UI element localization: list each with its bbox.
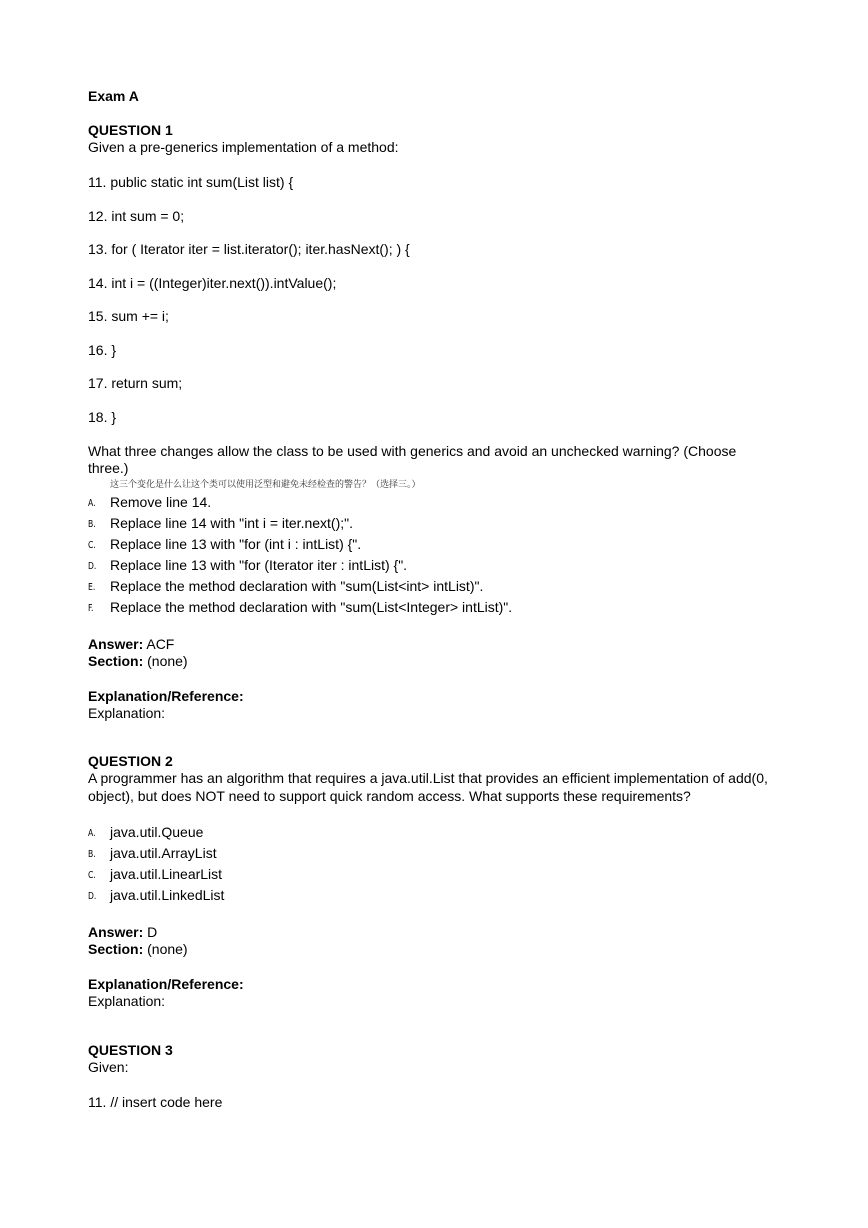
- section-line: [88, 941, 778, 958]
- exam-title: Exam A: [88, 88, 139, 104]
- option-letter: C.: [88, 539, 96, 551]
- question-title: QUESTION 1: [88, 122, 173, 138]
- answer-options: [88, 822, 778, 906]
- option-text: Replace line 13 with "for (Iterator iter : intList) {".: [110, 556, 408, 573]
- option-c: [88, 864, 778, 885]
- code-line: 14. int i = ((Integer)iter.next()).intValue();: [88, 274, 337, 291]
- section-line: [88, 653, 778, 670]
- answer-options: [88, 492, 778, 618]
- question-intro: Given a pre-generics implementation of a method:: [88, 139, 399, 155]
- question-title: QUESTION 2: [88, 753, 173, 769]
- option-d: [88, 555, 778, 576]
- answer-line: [88, 924, 778, 941]
- option-text: java.util.ArrayList: [110, 845, 217, 861]
- section-label: Section:: [88, 652, 144, 669]
- option-letter: F.: [88, 602, 94, 614]
- option-letter: E.: [88, 581, 96, 593]
- document-content: [88, 88, 778, 1110]
- question-title: QUESTION 3: [88, 1042, 173, 1058]
- code-line: 12. int sum = 0;: [88, 207, 185, 224]
- option-letter: D.: [88, 891, 97, 902]
- code-line: 13. for ( Iterator iter = list.iterator(); iter.hasNext(); ) {: [88, 241, 410, 257]
- option-a: [88, 492, 778, 513]
- explanation-text: Explanation:: [88, 704, 166, 721]
- option-letter: A.: [88, 497, 96, 509]
- question-1: [88, 122, 778, 722]
- explanation-text: Explanation:: [88, 993, 166, 1009]
- option-a: [88, 822, 778, 843]
- option-text: Replace the method declaration with "sum(List<int> intList)".: [110, 577, 484, 594]
- option-b: [88, 843, 778, 864]
- code-line: 11. // insert code here: [88, 1094, 223, 1110]
- explanation-label: Explanation/Reference:: [88, 976, 244, 992]
- option-text: java.util.Queue: [110, 824, 204, 840]
- option-text: Replace the method declaration with "sum(List<Integer> intList)".: [110, 598, 513, 615]
- option-letter: B.: [88, 518, 96, 530]
- question-prompt: What three changes allow the class to be used with generics and avoid an unchecked warning? (Choose three.): [88, 442, 737, 476]
- option-text: Replace line 13 with "for (int i : intList) {".: [110, 535, 362, 552]
- section-label: Section:: [88, 941, 144, 957]
- answer-value: D: [147, 924, 158, 940]
- option-b: [88, 513, 778, 534]
- section-value: (none): [147, 941, 188, 957]
- option-d: [88, 885, 778, 906]
- option-e: [88, 576, 778, 597]
- option-text: java.util.LinearList: [110, 866, 223, 882]
- option-letter: C.: [88, 870, 96, 881]
- section-value: (none): [147, 652, 188, 669]
- answer-label: Answer:: [88, 635, 144, 652]
- explanation-label: Explanation/Reference:: [88, 687, 244, 704]
- answer-line: [88, 636, 778, 653]
- option-text: Replace line 14 with "int i = iter.next();".: [110, 514, 353, 531]
- translation-note: 这三个变化是什么让这个类可以使用泛型和避免未经检查的警告？（选择三。）: [110, 479, 421, 490]
- code-line: 17. return sum;: [88, 375, 183, 391]
- option-f: [88, 597, 778, 618]
- answer-label: Answer:: [88, 924, 144, 940]
- option-letter: A.: [88, 828, 96, 839]
- question-intro: A programmer has an algorithm that requires a java.util.List that provides an efficient implementation of add(0, object), but does NOT need to support quick random access. What supports these requirements?: [88, 770, 768, 804]
- option-text: java.util.LinkedList: [110, 887, 225, 903]
- code-block: [88, 1094, 778, 1111]
- code-line: 15. sum += i;: [88, 308, 169, 324]
- option-text: Remove line 14.: [110, 493, 212, 510]
- code-line: 18. }: [88, 408, 117, 425]
- option-letter: D.: [88, 560, 97, 572]
- question-3: [88, 1042, 778, 1111]
- option-c: [88, 534, 778, 555]
- code-block: [88, 174, 778, 426]
- option-letter: B.: [88, 849, 96, 860]
- answer-value: ACF: [146, 635, 175, 652]
- code-line: 16. }: [88, 341, 117, 358]
- code-line: 11. public static int sum(List list) {: [88, 174, 294, 190]
- question-2: [88, 753, 778, 1010]
- question-intro: Given:: [88, 1059, 129, 1075]
